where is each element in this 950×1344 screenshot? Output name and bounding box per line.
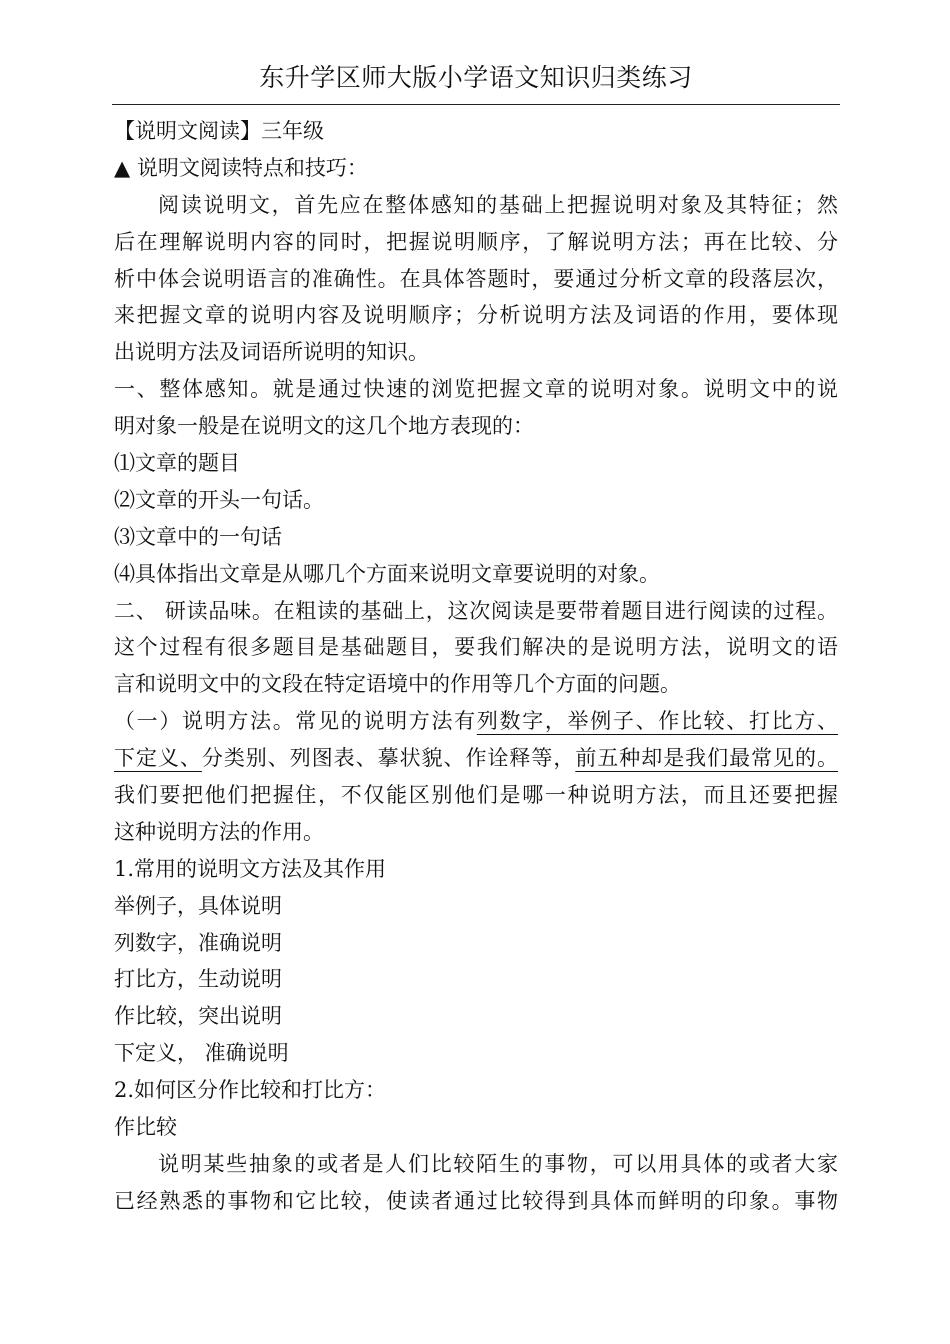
text-line [114, 150, 838, 187]
header-divider [112, 104, 840, 105]
text-line [114, 482, 838, 519]
underlined-text: 前五种却是我们最常见的。 [575, 746, 838, 771]
text-line [114, 408, 838, 445]
text-line [114, 261, 838, 298]
text-segment: 析中体会说明语言的准确性。在具体答题时，要通过分析文章的段落层次， [114, 266, 838, 291]
text-line [114, 445, 838, 482]
text-line [114, 371, 838, 408]
text-line [114, 851, 838, 888]
text-line [114, 556, 838, 593]
text-segment: 【说明文阅读】三年级 [114, 119, 324, 143]
text-line [114, 519, 838, 556]
text-line [114, 187, 838, 224]
text-line [114, 666, 838, 703]
text-segment: 出说明方法及词语所说明的知识。 [114, 340, 429, 365]
text-segment: 打比方，生动说明 [114, 967, 282, 992]
text-segment: 已经熟悉的事物和它比较，使读者通过比较得到具体而鲜明的印象。事物 [114, 1188, 838, 1213]
text-line [114, 1146, 838, 1183]
text-segment: 后在理解说明内容的同时，把握说明顺序，了解说明方法；再在比较、分 [114, 229, 838, 254]
text-segment: 举例子，具体说明 [114, 893, 282, 918]
text-segment: 1.常用的说明文方法及其作用 [114, 856, 387, 881]
text-segment: 作比较 [114, 1115, 177, 1140]
text-segment: 来把握文章的说明内容及说明顺序；分析说明方法及词语的作用，要体现 [114, 303, 838, 328]
text-segment: 2.如何区分作比较和打比方： [114, 1078, 387, 1103]
text-segment: ⑶文章中的一句话 [114, 524, 282, 549]
text-segment: 列数字，准确说明 [114, 930, 282, 955]
text-line [114, 1183, 838, 1220]
text-segment: ⑷具体指出文章是从哪几个方面来说明文章要说明的对象。 [114, 561, 660, 586]
text-line [114, 703, 838, 740]
text-segment: ⑴文章的题目 [114, 451, 240, 476]
text-line [114, 961, 838, 998]
text-segment: 言和说明文中的文段在特定语境中的作用等几个方面的问题。 [114, 672, 681, 697]
text-segment: 这个过程有很多题目是基础题目，要我们解决的是说明方法，说明文的语 [114, 635, 838, 660]
text-line [114, 998, 838, 1035]
text-segment: 下定义， 准确说明 [114, 1041, 289, 1066]
text-segment: （一）说明方法。常见的说明方法有 [114, 709, 477, 734]
text-line [114, 1072, 838, 1109]
text-segment: 说明某些抽象的或者是人们比较陌生的事物，可以用具体的或者大家 [158, 1151, 838, 1176]
text-line [114, 334, 838, 371]
text-line [114, 1109, 838, 1146]
document-body [114, 113, 838, 1220]
text-line [114, 814, 838, 851]
text-line [114, 888, 838, 925]
text-line [114, 740, 838, 777]
text-segment: 明对象一般是在说明文的这几个地方表现的： [114, 414, 534, 439]
text-segment: ▲ 说明文阅读特点和技巧： [114, 155, 368, 180]
text-segment: ⑵文章的开头一句话。 [114, 487, 324, 512]
text-line [114, 629, 838, 666]
text-segment: 这种说明方法的作用。 [114, 819, 324, 844]
underlined-text: 下定义、 [114, 746, 202, 771]
text-segment: 我们要把他们把握住，不仅能区别他们是哪一种说明方法，而且还要把握 [114, 783, 838, 808]
text-segment: 二、 研读品味。在粗读的基础上，这次阅读是要带着题目进行阅读的过程。 [114, 598, 838, 623]
text-line [114, 113, 838, 150]
text-line [114, 1035, 838, 1072]
text-line [114, 777, 838, 814]
text-segment: 作比较，突出说明 [114, 1004, 282, 1029]
text-line [114, 297, 838, 334]
text-line [114, 925, 838, 962]
page-header: 东升学区师大版小学语文知识归类练习 [259, 63, 693, 92]
text-line [114, 593, 838, 630]
text-line [114, 224, 838, 261]
text-segment: 一、整体感知。就是通过快速的浏览把握文章的说明对象。说明文中的说 [114, 377, 838, 402]
text-segment: 阅读说明文，首先应在整体感知的基础上把握说明对象及其特征；然 [158, 192, 838, 217]
text-segment: 分类别、列图表、摹状貌、作诠释等， [201, 746, 576, 771]
underlined-text: 列数字，举例子、作比较、打比方、 [476, 709, 839, 734]
